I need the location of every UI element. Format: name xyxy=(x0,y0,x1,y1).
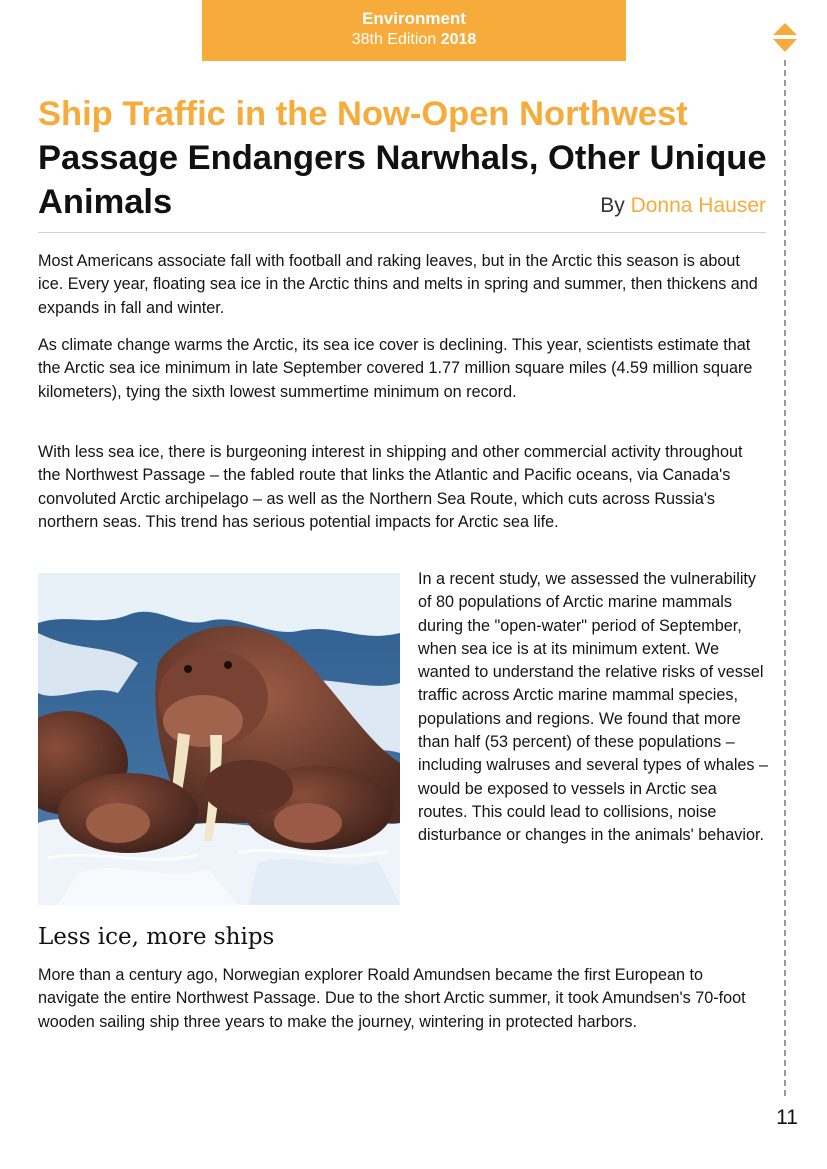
walrus-photo xyxy=(38,573,400,905)
title-main-line: Passage Endangers Narwhals, Other Unique Animals xyxy=(38,139,767,221)
paragraph-sea-ice: As climate change warms the Arctic, its sea ice cover is declining. This year, scientists estimate that the Arctic sea ice minimum in late September covered 1.77 million square miles (4.59 million square kilometers), tying the sixth lowest summertime minimum on record. xyxy=(38,336,753,401)
page-number: 11 xyxy=(776,1106,798,1129)
margin-dashed-rule xyxy=(784,60,786,1096)
triangle-up-icon xyxy=(773,23,797,35)
edition-text: 38th Edition xyxy=(351,31,437,48)
paragraph-shipping: With less sea ice, there is burgeoning interest in shipping and other commercial activity throughout the Northwest Passage – the fabled route that links the Atlantic and Pacific oceans, via Canada's convoluted Arctic archipelago – as well as the Northern Sea Route, which cuts across Russia's northern seas. This trend has serious potential impacts for Arctic sea life. xyxy=(38,443,743,531)
section-name: Environment xyxy=(362,9,466,28)
byline xyxy=(600,194,766,218)
title-divider xyxy=(38,232,766,233)
triangle-down-icon xyxy=(773,39,797,52)
page-nav-arrows[interactable] xyxy=(772,22,798,54)
edition-label xyxy=(202,29,626,51)
section-subheading: Less ice, more ships xyxy=(38,924,275,950)
paragraph-study: In a recent study, we assessed the vulnerability of 80 populations of Arctic marine mammals during the "open-water" period of September, when sea ice is at its minimum extent. We wanted to understand the relative risks of vessel traffic across Arctic marine mammal species, populations and regions. We found that more than half (53 percent) of these populations – including walruses and several types of whales – would be exposed to vessels in Arctic sea routes. This could lead to collisions, noise disturbance or changes in the animals' behavior. xyxy=(418,570,769,845)
section-header-tab xyxy=(202,0,626,61)
title-accent-line: Ship Traffic in the Now-Open Northwest xyxy=(38,95,688,133)
edition-year: 2018 xyxy=(440,31,477,48)
author-name: Donna Hauser xyxy=(630,194,766,217)
byline-prefix: By xyxy=(600,194,625,217)
paragraph-amundsen: More than a century ago, Norwegian explorer Roald Amundsen became the first European to navigate the entire Northwest Passage. Due to the short Arctic summer, it took Amundsen's 70-foot wooden sailing ship three years to make the journey, wintering in protected harbors. xyxy=(38,966,746,1031)
paragraph-intro: Most Americans associate fall with football and raking leaves, but in the Arctic this season is about ice. Every year, floating sea ice in the Arctic thins and melts in spring and summer, then thickens and expands in fall and winter. xyxy=(38,252,758,317)
